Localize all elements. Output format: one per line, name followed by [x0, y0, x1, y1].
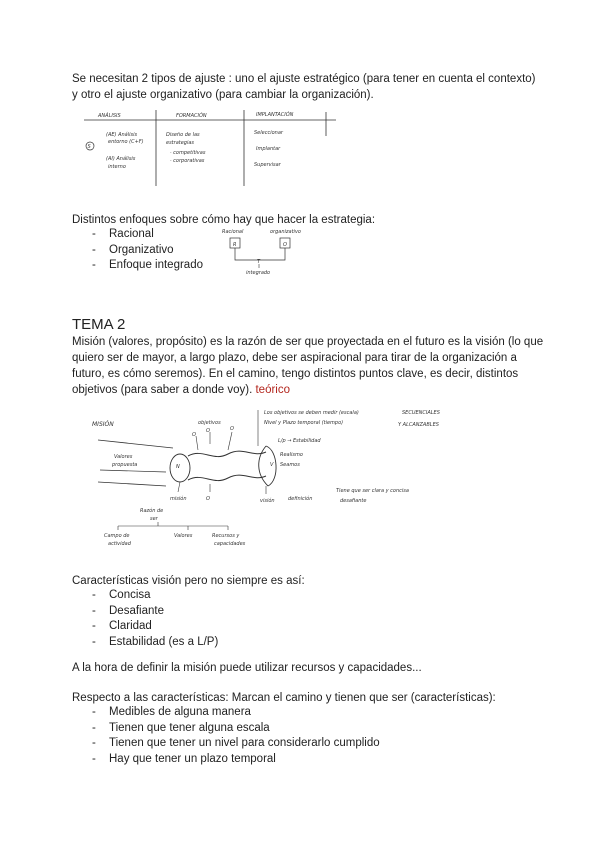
objective-traits-intro: Respecto a las características: Marcan el camino y tienen que ser (características): — [72, 692, 496, 704]
objective-traits-list — [92, 705, 380, 767]
intro-paragraph: Se necesitan 2 tipos de ajuste : uno el ajuste estratégico (para tener en cuenta el contexto) y otro el ajuste organizativo (para cambiar la organización). — [72, 73, 536, 101]
letter-o-4: O — [206, 496, 210, 502]
label-mision: MISIÓN — [92, 421, 114, 428]
header-implementation: IMPLANTACIÓN — [256, 112, 294, 118]
list-item: - Concisa — [92, 588, 218, 604]
circled-letter: S — [87, 144, 91, 150]
list-item: - Racional — [92, 227, 203, 243]
implementation-line-3: Supervisar — [254, 162, 281, 168]
approaches-intro: Distintos enfoques sobre cómo hay que hacer la estrategia: — [72, 214, 376, 226]
list-item: - Medibles de alguna manera — [92, 705, 380, 721]
formation-line-4: · corporativas — [170, 158, 205, 164]
caract-line-2: Nivel y Plazo temporal (tiempo) — [264, 420, 344, 426]
label-razon: Razón de — [140, 508, 164, 514]
approaches-list — [92, 227, 203, 274]
label-campo: Campo de — [104, 533, 130, 539]
label-propuesta: propuesta — [112, 462, 138, 468]
label-lp-estabilidad: L/p → Estabilidad — [278, 438, 321, 444]
label-valores: Valores — [114, 454, 133, 460]
formation-line-1: Diseño de las — [166, 132, 200, 138]
tema-body: Misión (valores, propósito) es la razón de ser que proyectada en el futuro es la visión (lo que quiero ser de mayor, a largo plazo, debe ser aspiracional para tirar de la organización a futuro, es cómo seremos). En el camino, tengo distintos puntos clave, es decir, distintos objetivos (para saber a donde voy). — [72, 336, 544, 396]
formation-line-3: · competitivas — [170, 150, 206, 156]
label-t: T — [257, 259, 261, 265]
label-integrated: integrado — [246, 270, 271, 276]
letter-o-2: O — [206, 428, 210, 434]
label-organizational: organizativo — [270, 229, 301, 235]
approaches-sketch — [222, 226, 322, 276]
header-formation: FORMACIÓN — [176, 113, 207, 119]
box-r: R — [233, 242, 237, 248]
analysis-line-1: (AE) Análisis — [106, 132, 138, 138]
list-item: - Claridad — [92, 619, 218, 635]
analysis-line-4: interno — [108, 164, 126, 170]
implementation-line-2: Implantar — [256, 146, 281, 152]
label-definicion: definición — [288, 496, 313, 502]
label-mision-small: misión — [170, 496, 187, 502]
label-alcanzables: Y ALCANZABLES — [398, 422, 439, 428]
label-objetivos: objetivos — [198, 420, 221, 426]
header-analysis: ANÁLISIS — [98, 113, 121, 119]
list-item: - Desafiante — [92, 604, 218, 620]
list-item: - Hay que tener un plazo temporal — [92, 752, 380, 768]
list-item: - Organizativo — [92, 243, 203, 259]
tema-paragraph — [72, 334, 547, 398]
list-item: - Enfoque integrado — [92, 258, 203, 274]
label-realismo: Realismo — [280, 452, 303, 458]
vision-traits-intro: Características visión pero no siempre es así: — [72, 575, 305, 587]
label-clara: Tiene que ser clara y concisa — [336, 488, 409, 494]
implementation-line-1: Seleccionar — [254, 130, 283, 136]
list-item: - Tienen que tener un nivel para considerarlo cumplido — [92, 736, 380, 752]
label-recursos: Recursos y — [212, 533, 240, 539]
label-rational: Racional — [222, 229, 244, 235]
label-capacidades: capacidades — [214, 541, 246, 547]
label-ser: ser — [150, 516, 158, 522]
label-desafiante: desafiante — [340, 498, 367, 504]
list-item: - Estabilidad (es a L/P) — [92, 635, 218, 651]
label-seamos: Seamos — [280, 462, 300, 468]
letter-o-1: O — [192, 432, 196, 438]
list-item: - Tienen que tener alguna escala — [92, 721, 380, 737]
box-o: O — [283, 242, 287, 248]
label-secuenciales: SECUENCIALES — [402, 410, 440, 416]
analysis-line-2: entorno (C+F) — [108, 139, 144, 145]
caract-line-1: Los objetivos se deben medir (escala) — [264, 410, 359, 416]
letter-v: V — [270, 462, 274, 468]
mission-vision-sketch — [88, 400, 518, 550]
label-vision: visión — [260, 498, 275, 504]
mission-note: A la hora de definir la misión puede utilizar recursos y capacidades... — [72, 662, 422, 674]
vision-traits-list — [92, 588, 218, 650]
strategy-process-sketch — [76, 106, 346, 188]
letter-o-3: O — [230, 426, 234, 432]
analysis-line-3: (AI) Análisis — [106, 156, 136, 162]
tema-accent: teórico — [255, 384, 291, 396]
label-actividad: actividad — [108, 541, 131, 547]
section-heading: TEMA 2 — [72, 316, 126, 333]
label-valores-2: Valores — [174, 533, 193, 539]
letter-n: N — [176, 464, 180, 470]
formation-line-2: estrategias — [166, 140, 195, 146]
